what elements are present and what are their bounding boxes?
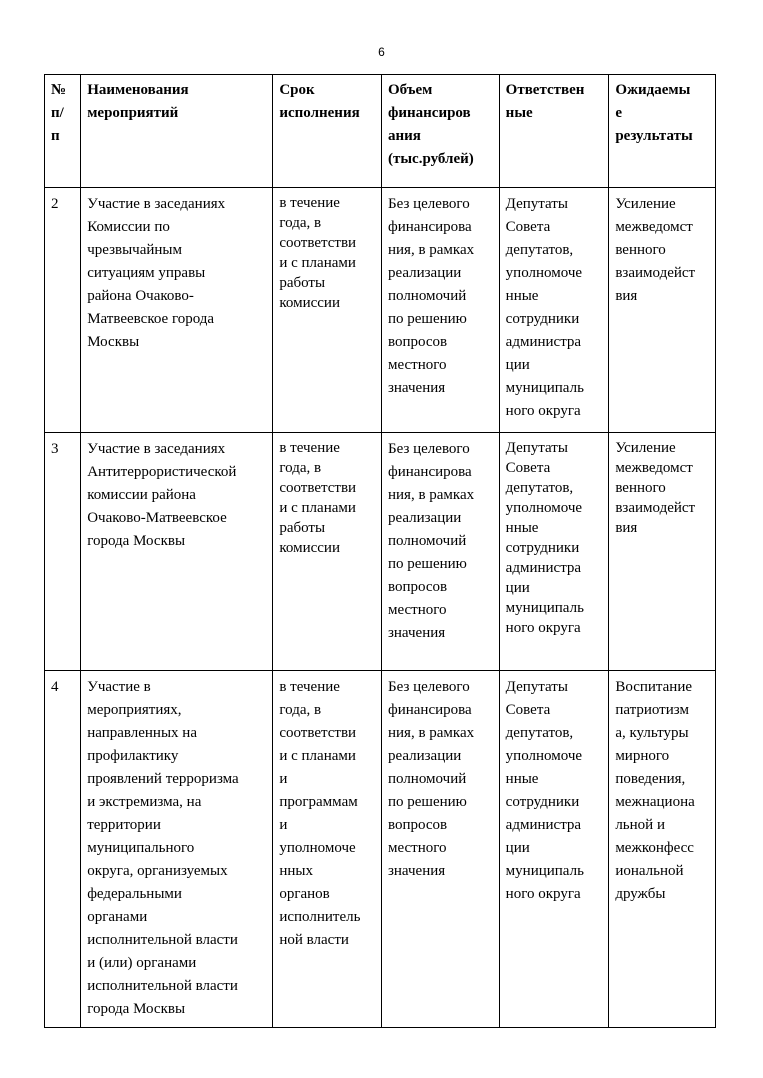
header-number: № п/ п (45, 75, 81, 188)
row-expected-results: Усиление межведомст венного взаимодейст вия (609, 188, 716, 433)
row-financing: Без целевого финансирова ния, в рамках реализации полномочий по решению вопросов местного значения (381, 433, 499, 671)
row-event-name: Участие в мероприятиях, направленных на профилактику проявлений терроризма и экстремизма, на территории муниципального округа, организуемых федеральными органами исполнительной власти и (или) органами исполнительной власти города Москвы (81, 671, 273, 1028)
header-financing: Объем финансиров ания (тыс.рублей) (381, 75, 499, 188)
row-responsible: Депутаты Совета депутатов, уполномоче нные сотрудники администра ции муниципаль ного округа (499, 188, 609, 433)
table-row (45, 671, 716, 1028)
row-financing: Без целевого финансирова ния, в рамках реализации полномочий по решению вопросов местного значения (381, 188, 499, 433)
row-event-name: Участие в заседаниях Антитеррористической комиссии района Очаково-Матвеевское города Москвы (81, 433, 273, 671)
row-deadline: в течение года, в соответстви и с планами работы комиссии (273, 433, 382, 671)
row-deadline: в течение года, в соответстви и с планами работы комиссии (273, 188, 382, 433)
events-plan-table (44, 74, 716, 1028)
table-header-row (45, 75, 716, 188)
header-expected-results: Ожидаемы е результаты (609, 75, 716, 188)
table-row (45, 433, 716, 671)
row-expected-results: Воспитание патриотизм а, культуры мирного поведения, межнациона льной и межконфесс иональной дружбы (609, 671, 716, 1028)
table-row (45, 188, 716, 433)
row-number: 4 (45, 671, 81, 1028)
page-number: 6 (378, 45, 385, 59)
row-number: 2 (45, 188, 81, 433)
row-event-name: Участие в заседаниях Комиссии по чрезвычайным ситуациям управы района Очаково- Матвеевское города Москвы (81, 188, 273, 433)
row-number: 3 (45, 433, 81, 671)
header-deadline: Срок исполнения (273, 75, 382, 188)
row-deadline: в течение года, в соответстви и с планами и программам и уполномоче нных органов исполнитель ной власти (273, 671, 382, 1028)
header-responsible: Ответствен ные (499, 75, 609, 188)
row-responsible: Депутаты Совета депутатов, уполномоче нные сотрудники администра ции муниципаль ного округа (499, 433, 609, 671)
row-responsible: Депутаты Совета депутатов, уполномоче нные сотрудники администра ции муниципаль ного округа (499, 671, 609, 1028)
header-event-name: Наименования мероприятий (81, 75, 273, 188)
row-expected-results: Усиление межведомст венного взаимодейст вия (609, 433, 716, 671)
row-financing: Без целевого финансирова ния, в рамках реализации полномочий по решению вопросов местного значения (381, 671, 499, 1028)
